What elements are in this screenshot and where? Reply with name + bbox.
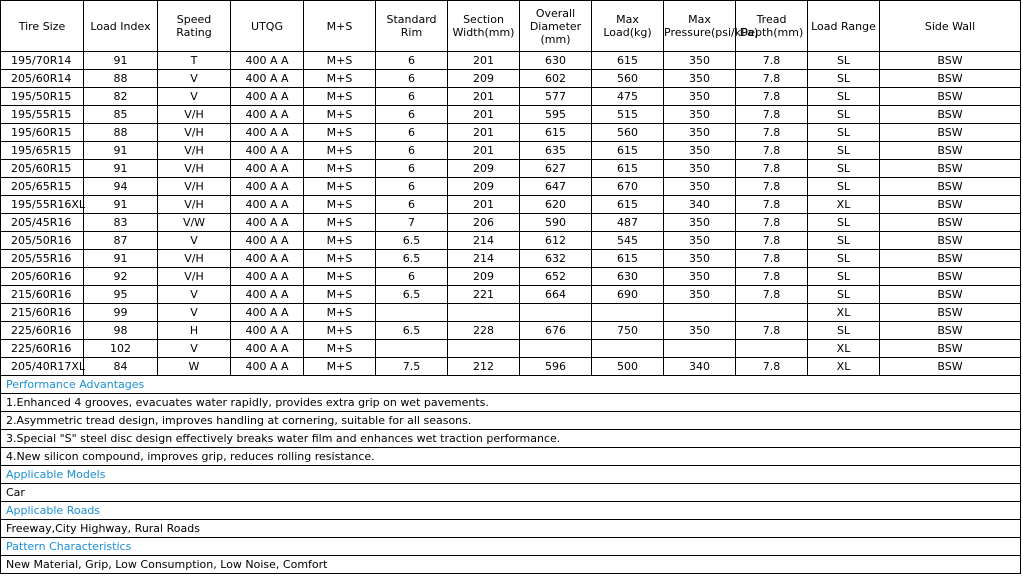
table-cell: 590 <box>520 214 592 232</box>
info-sections <box>1 376 1021 574</box>
table-cell: 7.8 <box>736 52 808 70</box>
header-load-range: Load Range <box>808 1 880 52</box>
table-cell: XL <box>808 340 880 358</box>
table-cell: 7.8 <box>736 268 808 286</box>
table-cell: 652 <box>520 268 592 286</box>
table-cell: V/H <box>158 142 231 160</box>
section-line: 4.New silicon compound, improves grip, reduces rolling resistance. <box>1 448 1021 466</box>
table-cell: 350 <box>664 88 736 106</box>
table-cell: SL <box>808 160 880 178</box>
table-cell: BSW <box>880 358 1021 376</box>
table-cell: 201 <box>448 106 520 124</box>
table-cell: 400 A A <box>231 178 304 196</box>
table-cell: M+S <box>304 88 376 106</box>
table-cell: M+S <box>304 340 376 358</box>
table-cell: M+S <box>304 286 376 304</box>
table-cell <box>592 340 664 358</box>
section-line-row <box>1 520 1021 538</box>
table-row <box>1 142 1021 160</box>
table-cell: V/H <box>158 106 231 124</box>
table-cell: 350 <box>664 52 736 70</box>
table-cell: 400 A A <box>231 88 304 106</box>
table-cell: 350 <box>664 286 736 304</box>
header-load-index: Load Index <box>84 1 158 52</box>
table-cell: 350 <box>664 322 736 340</box>
table-cell: 98 <box>84 322 158 340</box>
spec-rows <box>1 52 1021 376</box>
table-cell: 215/60R16 <box>1 286 84 304</box>
table-cell: 7.8 <box>736 124 808 142</box>
section-title: Applicable Models <box>1 466 1021 484</box>
table-cell: 627 <box>520 160 592 178</box>
section-line-row <box>1 394 1021 412</box>
table-cell <box>664 304 736 322</box>
table-cell: 6 <box>376 52 448 70</box>
table-cell: 350 <box>664 178 736 196</box>
table-cell: 400 A A <box>231 358 304 376</box>
table-cell: 221 <box>448 286 520 304</box>
table-cell: 7.8 <box>736 322 808 340</box>
table-row <box>1 88 1021 106</box>
table-cell: 664 <box>520 286 592 304</box>
header-side-wall: Side Wall <box>880 1 1021 52</box>
table-cell <box>448 340 520 358</box>
table-cell: M+S <box>304 124 376 142</box>
table-cell: 195/55R16XL <box>1 196 84 214</box>
table-cell: V <box>158 286 231 304</box>
table-cell: 635 <box>520 142 592 160</box>
table-cell: 94 <box>84 178 158 196</box>
table-row <box>1 106 1021 124</box>
table-cell: V <box>158 340 231 358</box>
table-cell: SL <box>808 70 880 88</box>
table-cell: SL <box>808 52 880 70</box>
section-title: Performance Advantages <box>1 376 1021 394</box>
table-cell: BSW <box>880 52 1021 70</box>
table-cell: 632 <box>520 250 592 268</box>
table-row <box>1 124 1021 142</box>
header-overall-diameter: Overall Diameter (mm) <box>520 1 592 52</box>
table-cell <box>448 304 520 322</box>
table-cell: M+S <box>304 52 376 70</box>
table-cell: BSW <box>880 88 1021 106</box>
table-cell: 350 <box>664 106 736 124</box>
table-cell: V <box>158 70 231 88</box>
table-cell: 560 <box>592 70 664 88</box>
table-cell: 228 <box>448 322 520 340</box>
table-cell: 195/50R15 <box>1 88 84 106</box>
table-cell: M+S <box>304 232 376 250</box>
table-cell: 400 A A <box>231 322 304 340</box>
table-cell: SL <box>808 286 880 304</box>
table-cell: W <box>158 358 231 376</box>
table-cell: M+S <box>304 142 376 160</box>
table-cell: BSW <box>880 70 1021 88</box>
table-cell: 400 A A <box>231 142 304 160</box>
table-cell: 400 A A <box>231 214 304 232</box>
table-cell: 201 <box>448 196 520 214</box>
table-cell: 6 <box>376 268 448 286</box>
table-cell: 6.5 <box>376 322 448 340</box>
table-cell: 83 <box>84 214 158 232</box>
table-cell: 201 <box>448 142 520 160</box>
table-cell <box>520 304 592 322</box>
table-cell: XL <box>808 304 880 322</box>
table-cell: 205/50R16 <box>1 232 84 250</box>
table-cell: V <box>158 304 231 322</box>
table-cell: 85 <box>84 106 158 124</box>
table-cell: 195/65R15 <box>1 142 84 160</box>
table-cell: 88 <box>84 70 158 88</box>
table-cell: 596 <box>520 358 592 376</box>
header-row <box>1 1 1021 52</box>
table-cell: SL <box>808 250 880 268</box>
section-line-row <box>1 484 1021 502</box>
table-cell: 84 <box>84 358 158 376</box>
table-cell: 350 <box>664 232 736 250</box>
table-row <box>1 214 1021 232</box>
section-line-row <box>1 412 1021 430</box>
table-cell: 690 <box>592 286 664 304</box>
table-cell: 205/60R16 <box>1 268 84 286</box>
table-cell: BSW <box>880 214 1021 232</box>
table-cell: BSW <box>880 250 1021 268</box>
table-cell: BSW <box>880 196 1021 214</box>
table-cell: 214 <box>448 232 520 250</box>
table-cell: V/H <box>158 124 231 142</box>
table-cell: 7.8 <box>736 214 808 232</box>
table-cell: V <box>158 232 231 250</box>
table-cell: 212 <box>448 358 520 376</box>
table-cell: 350 <box>664 268 736 286</box>
table-cell: 214 <box>448 250 520 268</box>
table-cell: M+S <box>304 214 376 232</box>
table-cell: 350 <box>664 142 736 160</box>
table-cell: 6.5 <box>376 286 448 304</box>
table-row <box>1 358 1021 376</box>
table-cell: M+S <box>304 268 376 286</box>
table-cell: 209 <box>448 268 520 286</box>
table-cell: 400 A A <box>231 124 304 142</box>
table-cell <box>664 340 736 358</box>
table-cell: 205/60R14 <box>1 70 84 88</box>
table-cell: 350 <box>664 160 736 178</box>
table-cell: 615 <box>592 142 664 160</box>
table-cell: H <box>158 322 231 340</box>
section-title: Applicable Roads <box>1 502 1021 520</box>
section-header-row <box>1 466 1021 484</box>
table-cell: 87 <box>84 232 158 250</box>
table-cell: 6 <box>376 178 448 196</box>
table-cell: 102 <box>84 340 158 358</box>
table-cell: M+S <box>304 160 376 178</box>
table-row <box>1 70 1021 88</box>
table-cell: 7.5 <box>376 358 448 376</box>
table-cell: 676 <box>520 322 592 340</box>
table-cell: 340 <box>664 196 736 214</box>
table-cell: 209 <box>448 70 520 88</box>
table-cell: 6 <box>376 142 448 160</box>
table-cell: 7.8 <box>736 142 808 160</box>
section-line: New Material, Grip, Low Consumption, Low Noise, Comfort <box>1 556 1021 574</box>
table-row <box>1 250 1021 268</box>
header-max-pressure: Max Pressure(psi/kPa) <box>664 1 736 52</box>
table-row <box>1 322 1021 340</box>
table-cell: 7.8 <box>736 70 808 88</box>
table-cell: M+S <box>304 304 376 322</box>
table-cell: T <box>158 52 231 70</box>
table-cell: 206 <box>448 214 520 232</box>
table-cell: 6 <box>376 196 448 214</box>
table-cell: BSW <box>880 232 1021 250</box>
table-cell: 201 <box>448 124 520 142</box>
table-cell <box>376 304 448 322</box>
table-cell: SL <box>808 268 880 286</box>
table-cell: M+S <box>304 358 376 376</box>
table-cell: 91 <box>84 142 158 160</box>
table-cell: 209 <box>448 178 520 196</box>
table-cell: 647 <box>520 178 592 196</box>
table-cell: 487 <box>592 214 664 232</box>
section-line: Car <box>1 484 1021 502</box>
table-cell: 615 <box>592 160 664 178</box>
header-ms: M+S <box>304 1 376 52</box>
table-cell: V/H <box>158 196 231 214</box>
table-cell: 201 <box>448 52 520 70</box>
table-cell: 630 <box>592 268 664 286</box>
table-cell: 400 A A <box>231 70 304 88</box>
header-speed-rating: Speed Rating <box>158 1 231 52</box>
table-cell: 400 A A <box>231 232 304 250</box>
table-cell: SL <box>808 88 880 106</box>
table-cell: BSW <box>880 322 1021 340</box>
header-standard-rim: Standard Rim <box>376 1 448 52</box>
table-cell: 91 <box>84 52 158 70</box>
table-cell: 205/65R15 <box>1 178 84 196</box>
table-cell: 7.8 <box>736 196 808 214</box>
table-cell: XL <box>808 358 880 376</box>
table-cell <box>736 304 808 322</box>
table-cell: 615 <box>520 124 592 142</box>
table-cell: 7.8 <box>736 106 808 124</box>
table-cell: 7.8 <box>736 358 808 376</box>
table-cell: V/H <box>158 268 231 286</box>
table-cell: M+S <box>304 250 376 268</box>
table-cell <box>592 304 664 322</box>
table-cell: 400 A A <box>231 268 304 286</box>
table-cell: V/H <box>158 250 231 268</box>
table-cell: 82 <box>84 88 158 106</box>
table-cell: SL <box>808 178 880 196</box>
table-cell: V <box>158 88 231 106</box>
table-cell: 577 <box>520 88 592 106</box>
table-cell: 515 <box>592 106 664 124</box>
table-row <box>1 340 1021 358</box>
table-cell: 92 <box>84 268 158 286</box>
header-max-load: Max Load(kg) <box>592 1 664 52</box>
table-cell: 6 <box>376 70 448 88</box>
table-cell: 350 <box>664 214 736 232</box>
table-cell: 7.8 <box>736 160 808 178</box>
table-cell: BSW <box>880 160 1021 178</box>
section-line: 1.Enhanced 4 grooves, evacuates water rapidly, provides extra grip on wet pavements. <box>1 394 1021 412</box>
table-cell: 615 <box>592 52 664 70</box>
table-cell: BSW <box>880 178 1021 196</box>
table-cell: 225/60R16 <box>1 340 84 358</box>
table-cell: 91 <box>84 160 158 178</box>
table-cell: 205/40R17XL <box>1 358 84 376</box>
section-header-row <box>1 538 1021 556</box>
table-row <box>1 304 1021 322</box>
table-cell: 400 A A <box>231 106 304 124</box>
table-cell: 6 <box>376 160 448 178</box>
table-cell: 91 <box>84 250 158 268</box>
table-cell: 205/45R16 <box>1 214 84 232</box>
table-cell: 350 <box>664 70 736 88</box>
table-cell: 400 A A <box>231 250 304 268</box>
table-cell: 195/60R15 <box>1 124 84 142</box>
table-cell: 602 <box>520 70 592 88</box>
table-cell: 400 A A <box>231 52 304 70</box>
table-cell: 560 <box>592 124 664 142</box>
table-cell: 400 A A <box>231 304 304 322</box>
table-cell: 595 <box>520 106 592 124</box>
table-cell: BSW <box>880 304 1021 322</box>
table-cell: 99 <box>84 304 158 322</box>
header-section-width: Section Width(mm) <box>448 1 520 52</box>
table-cell: 400 A A <box>231 340 304 358</box>
table-cell: XL <box>808 196 880 214</box>
table-cell: 7.8 <box>736 88 808 106</box>
table-cell: 215/60R16 <box>1 304 84 322</box>
table-cell: 225/60R16 <box>1 322 84 340</box>
table-cell: V/H <box>158 160 231 178</box>
table-cell: 205/55R16 <box>1 250 84 268</box>
table-cell: V/H <box>158 178 231 196</box>
header-utqg: UTQG <box>231 1 304 52</box>
table-cell: V/W <box>158 214 231 232</box>
table-cell: SL <box>808 232 880 250</box>
table-cell: 7.8 <box>736 178 808 196</box>
table-cell: 95 <box>84 286 158 304</box>
table-cell: 500 <box>592 358 664 376</box>
section-title: Pattern Characteristics <box>1 538 1021 556</box>
table-cell: 205/60R15 <box>1 160 84 178</box>
table-cell: 612 <box>520 232 592 250</box>
table-cell: BSW <box>880 340 1021 358</box>
table-cell: 400 A A <box>231 160 304 178</box>
table-cell: 6 <box>376 88 448 106</box>
table-cell: 750 <box>592 322 664 340</box>
table-cell: 400 A A <box>231 196 304 214</box>
header-tread-depth: Tread Depth(mm) <box>736 1 808 52</box>
table-cell: SL <box>808 214 880 232</box>
table-cell: SL <box>808 124 880 142</box>
table-cell: 195/70R14 <box>1 52 84 70</box>
header-tire-size: Tire Size <box>1 1 84 52</box>
table-cell: BSW <box>880 268 1021 286</box>
section-line: 2.Asymmetric tread design, improves handling at cornering, suitable for all seasons. <box>1 412 1021 430</box>
table-cell: 350 <box>664 124 736 142</box>
table-cell <box>520 340 592 358</box>
table-cell <box>736 340 808 358</box>
table-cell: 350 <box>664 250 736 268</box>
table-cell: 7.8 <box>736 250 808 268</box>
table-cell: 7.8 <box>736 286 808 304</box>
table-cell: 6 <box>376 106 448 124</box>
table-cell: BSW <box>880 286 1021 304</box>
table-cell: SL <box>808 322 880 340</box>
table-cell: 195/55R15 <box>1 106 84 124</box>
table-cell: 475 <box>592 88 664 106</box>
table-row <box>1 196 1021 214</box>
table-cell: BSW <box>880 124 1021 142</box>
table-cell: 545 <box>592 232 664 250</box>
table-row <box>1 160 1021 178</box>
table-cell: M+S <box>304 196 376 214</box>
table-cell: M+S <box>304 322 376 340</box>
section-header-row <box>1 502 1021 520</box>
table-cell: M+S <box>304 70 376 88</box>
table-cell: 6 <box>376 124 448 142</box>
section-line-row <box>1 556 1021 574</box>
table-cell: 630 <box>520 52 592 70</box>
section-header-row <box>1 376 1021 394</box>
table-cell: 91 <box>84 196 158 214</box>
table-cell: 7.8 <box>736 232 808 250</box>
table-cell: 340 <box>664 358 736 376</box>
section-line-row <box>1 430 1021 448</box>
table-cell: 6.5 <box>376 232 448 250</box>
table-cell <box>376 340 448 358</box>
table-row <box>1 232 1021 250</box>
table-cell: 670 <box>592 178 664 196</box>
table-cell: BSW <box>880 142 1021 160</box>
table-cell: 209 <box>448 160 520 178</box>
table-cell: 201 <box>448 88 520 106</box>
table-cell: M+S <box>304 178 376 196</box>
table-cell: 88 <box>84 124 158 142</box>
table-cell: SL <box>808 106 880 124</box>
table-row <box>1 178 1021 196</box>
table-cell: SL <box>808 142 880 160</box>
section-line: Freeway,City Highway, Rural Roads <box>1 520 1021 538</box>
table-row <box>1 52 1021 70</box>
table-cell: 620 <box>520 196 592 214</box>
section-line: 3.Special "S" steel disc design effectively breaks water film and enhances wet traction performance. <box>1 430 1021 448</box>
table-cell: 7 <box>376 214 448 232</box>
table-cell: BSW <box>880 106 1021 124</box>
table-cell: 6.5 <box>376 250 448 268</box>
table-cell: 615 <box>592 196 664 214</box>
table-row <box>1 286 1021 304</box>
table-cell: 615 <box>592 250 664 268</box>
table-cell: 400 A A <box>231 286 304 304</box>
table-cell: M+S <box>304 106 376 124</box>
section-line-row <box>1 448 1021 466</box>
table-row <box>1 268 1021 286</box>
